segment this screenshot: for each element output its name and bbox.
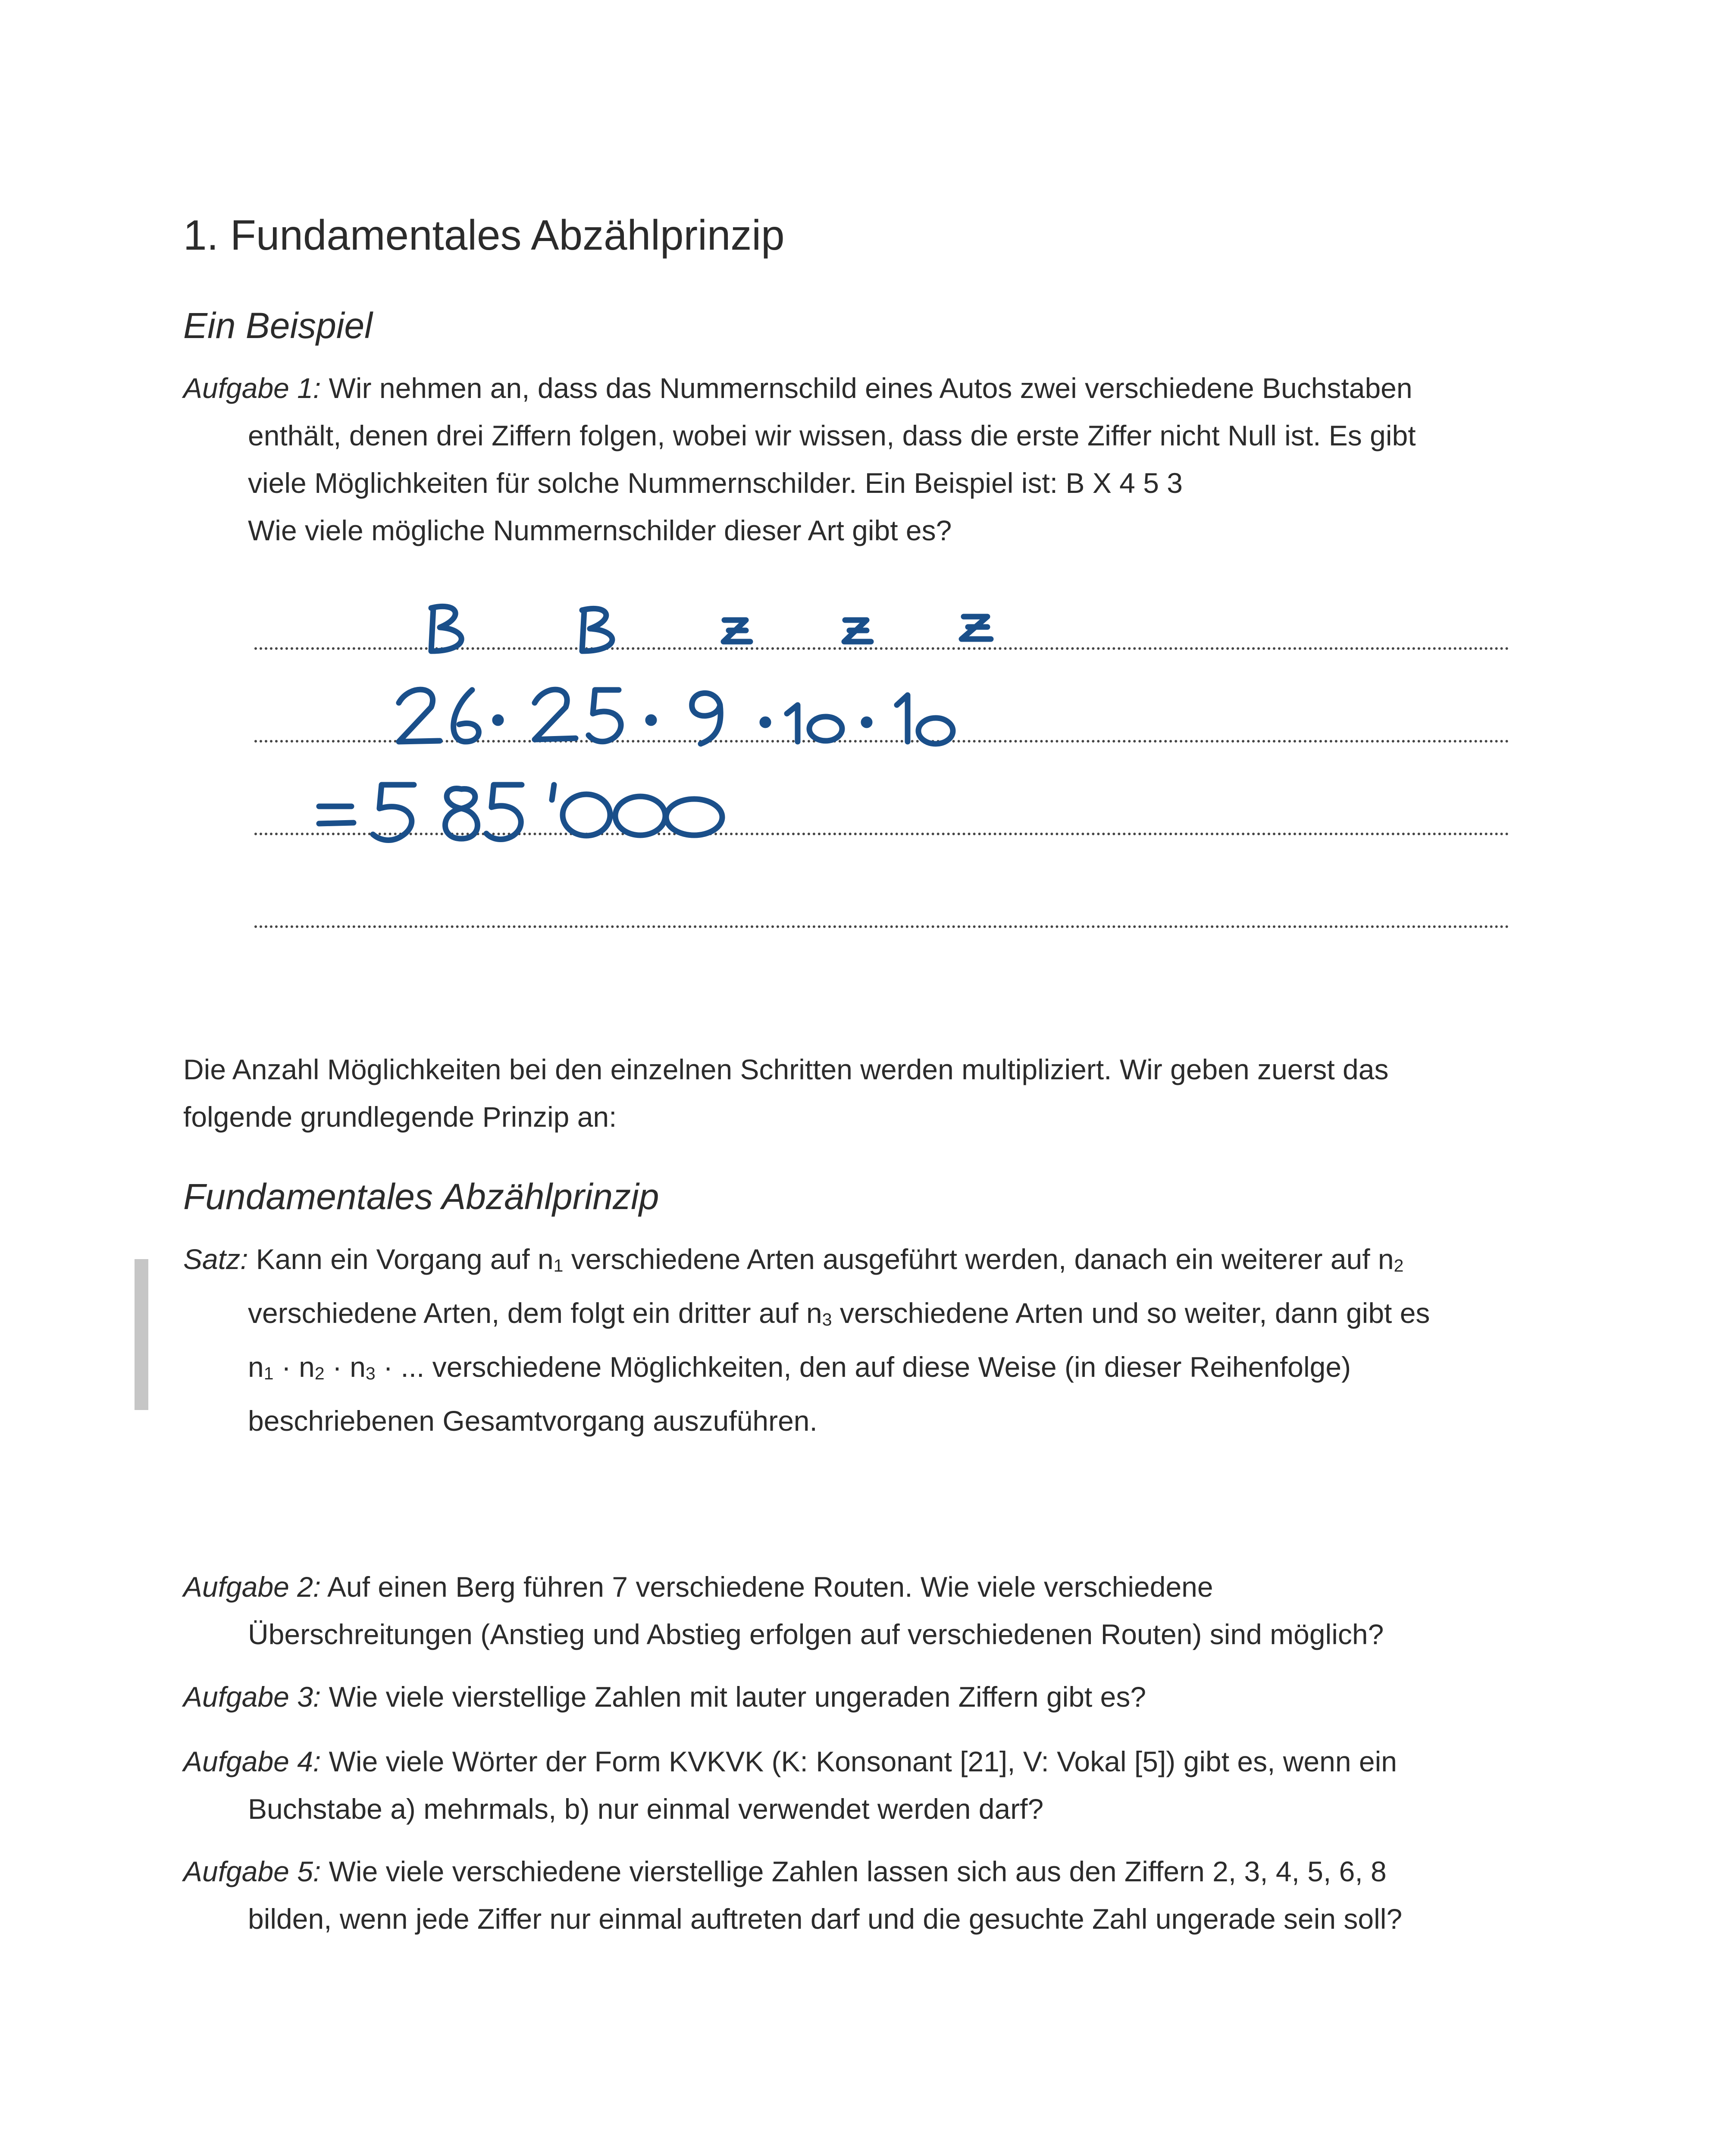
handwritten-solution xyxy=(302,582,1078,858)
satz-text: verschiedene Arten und so weiter, dann gibt es xyxy=(832,1297,1430,1329)
task-5-text-1: Wie viele verschiedene vierstellige Zahlen lassen sich aus den Ziffern 2, 3, 4, 5, 6, 8 xyxy=(329,1855,1387,1887)
handwritten-result xyxy=(319,785,722,840)
task-2-text-1: Auf einen Berg führen 7 verschiedene Routen. Wie viele verschiedene xyxy=(327,1571,1213,1603)
satz-line-4: beschriebenen Gesamtvorgang auszuführen. xyxy=(248,1405,817,1437)
task-5 xyxy=(183,1848,1541,1943)
handwritten-letter-z-3 xyxy=(962,617,991,639)
handwritten-digit xyxy=(454,690,479,742)
task-5-label: Aufgabe 5: xyxy=(183,1855,321,1887)
handwritten-letter-b-2 xyxy=(582,608,612,651)
handwritten-digit xyxy=(897,695,908,742)
subscript: 2 xyxy=(1394,1256,1404,1276)
handwritten-dot xyxy=(495,717,501,723)
handwritten-digit xyxy=(787,705,798,742)
task-1-text-1: Wir nehmen an, dass das Nummernschild eines Autos zwei verschiedene Buchstaben xyxy=(329,372,1413,404)
handwritten-digit xyxy=(373,785,414,840)
task-3-label: Aufgabe 3: xyxy=(183,1681,321,1713)
answer-line-4 xyxy=(254,923,1509,928)
task-4 xyxy=(183,1738,1541,1833)
satz-text: · ... verschiedene Möglichkeiten, den auf diese Weise (in dieser Reihenfolge) xyxy=(375,1351,1351,1383)
subscript: 3 xyxy=(822,1310,832,1330)
handwritten-dot xyxy=(648,717,654,723)
satz-text: · n xyxy=(324,1351,366,1383)
section-title: 1. Fundamentales Abzählprinzip xyxy=(183,211,785,259)
satz-line-3 xyxy=(183,1343,1541,1397)
task-4-text-2: Buchstabe a) mehrmals, b) nur einmal verwendet werden darf? xyxy=(248,1793,1044,1825)
handwritten-digit xyxy=(615,796,665,835)
task-3-text-1: Wie viele vierstellige Zahlen mit lauter ungeraden Ziffern gibt es? xyxy=(329,1681,1146,1713)
subscript: 1 xyxy=(553,1256,564,1276)
satz-text: Kann ein Vorgang auf n xyxy=(256,1243,554,1275)
handwritten-letter-z-1 xyxy=(723,620,750,642)
task-1-text-4: Wie viele mögliche Nummernschilder dieser Art gibt es? xyxy=(248,514,952,546)
handwritten-dot xyxy=(762,719,768,725)
handwritten-digit xyxy=(809,717,842,741)
task-3-first-line xyxy=(183,1673,1541,1720)
handwritten-digit xyxy=(445,789,478,839)
task-2-first-line xyxy=(183,1563,1541,1611)
handwritten-digit xyxy=(918,718,953,744)
satz-block xyxy=(183,1235,1541,1445)
handwritten-letter-z-2 xyxy=(844,620,871,642)
satz-label: Satz: xyxy=(183,1243,248,1275)
task-2 xyxy=(183,1563,1541,1658)
handwritten-apostrophe xyxy=(552,785,554,800)
subscript: 3 xyxy=(365,1363,376,1384)
task-1 xyxy=(183,364,1541,554)
handwritten-equals xyxy=(319,806,354,824)
task-1-label: Aufgabe 1: xyxy=(183,372,321,404)
task-5-first-line xyxy=(183,1848,1541,1895)
handwritten-digit xyxy=(589,690,621,742)
handwritten-digit xyxy=(535,689,576,740)
margin-bar xyxy=(135,1259,148,1410)
handwritten-digit xyxy=(563,794,610,836)
handwritten-digit xyxy=(692,693,720,744)
handwritten-digit xyxy=(486,785,522,839)
handwritten-digit xyxy=(399,689,440,742)
subscript: 2 xyxy=(314,1363,325,1384)
example-subtitle: Ein Beispiel xyxy=(183,305,373,346)
satz-text: verschiedene Arten ausgeführt werden, danach ein weiterer auf n xyxy=(563,1243,1394,1275)
principle-intro xyxy=(183,1046,1541,1141)
task-4-first-line xyxy=(183,1738,1541,1785)
principle-intro-line-2: folgende grundlegende Prinzip an: xyxy=(183,1101,617,1133)
satz-line-2 xyxy=(183,1289,1541,1343)
task-4-label: Aufgabe 4: xyxy=(183,1745,321,1777)
subscript: 1 xyxy=(263,1363,274,1384)
handwritten-dot xyxy=(864,719,870,725)
satz-line-1 xyxy=(183,1235,1541,1289)
satz-text: verschiedene Arten, dem folgt ein dritter auf n xyxy=(248,1297,822,1329)
principle-subtitle: Fundamentales Abzählprinzip xyxy=(183,1176,659,1217)
task-3 xyxy=(183,1673,1541,1720)
task-1-first-line xyxy=(183,364,1541,412)
task-5-text-2: bilden, wenn jede Ziffer nur einmal auftreten darf und die gesuchte Zahl ungerade sein soll? xyxy=(248,1903,1403,1935)
task-2-label: Aufgabe 2: xyxy=(183,1571,321,1603)
task-2-text-2: Überschreitungen (Anstieg und Abstieg erfolgen auf verschiedenen Routen) sind möglich? xyxy=(248,1618,1384,1650)
task-1-text-2: enthält, denen drei Ziffern folgen, wobei wir wissen, dass die erste Ziffer nicht Null ist. Es gibt xyxy=(248,420,1416,451)
task-4-text-1: Wie viele Wörter der Form KVKVK (K: Konsonant [21], V: Vokal [5]) gibt es, wenn ein xyxy=(329,1745,1397,1777)
handwritten-letter-b-1 xyxy=(431,606,461,651)
satz-text: n xyxy=(248,1351,264,1383)
satz-text: · n xyxy=(273,1351,315,1383)
handwritten-digit xyxy=(666,799,722,835)
task-1-text-3: viele Möglichkeiten für solche Nummernschilder. Ein Beispiel ist: B X 4 5 3 xyxy=(248,467,1183,499)
handwritten-product xyxy=(399,689,953,744)
principle-intro-line-1: Die Anzahl Möglichkeiten bei den einzelnen Schritten werden multipliziert. Wir geben zuerst das xyxy=(183,1053,1389,1085)
